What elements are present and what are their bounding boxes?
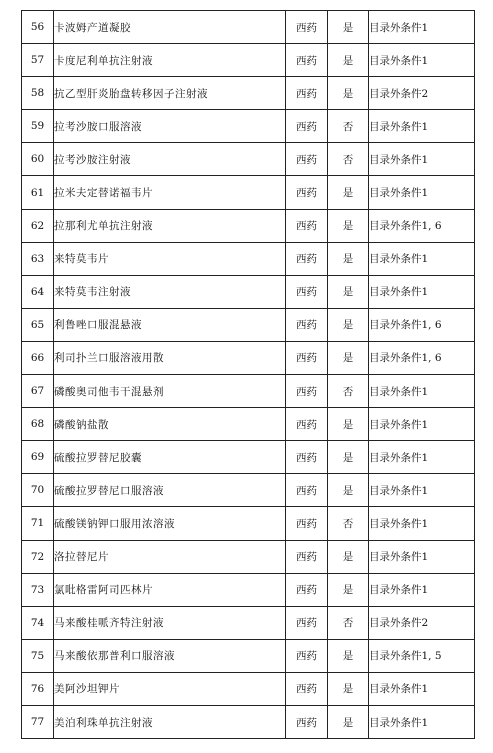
flag-value: 是 [328, 308, 369, 341]
drug-type: 西药 [286, 176, 328, 209]
condition-text: 目录外条件1 [369, 176, 475, 209]
row-number: 60 [22, 143, 54, 176]
drug-name: 拉考沙胺口服溶液 [54, 110, 286, 143]
drug-type: 西药 [286, 441, 328, 474]
flag-value: 是 [328, 275, 369, 308]
condition-text: 目录外条件1 [369, 474, 475, 507]
condition-text: 目录外条件1 [369, 275, 475, 308]
table-row [22, 209, 475, 242]
flag-value: 否 [328, 143, 369, 176]
drug-type: 西药 [286, 44, 328, 77]
row-number: 73 [22, 573, 54, 606]
table-row [22, 672, 475, 705]
condition-text: 目录外条件1, 6 [369, 341, 475, 374]
condition-text: 目录外条件1 [369, 573, 475, 606]
flag-value: 是 [328, 341, 369, 374]
table-row [22, 44, 475, 77]
table-row [22, 143, 475, 176]
drug-name: 洛拉替尼片 [54, 540, 286, 573]
drug-name: 硫酸拉罗替尼胶囊 [54, 441, 286, 474]
drug-name: 美泊利珠单抗注射液 [54, 705, 286, 738]
flag-value: 是 [328, 209, 369, 242]
table-row [22, 705, 475, 738]
drug-name: 利鲁唑口服混悬液 [54, 308, 286, 341]
flag-value: 是 [328, 44, 369, 77]
row-number: 58 [22, 77, 54, 110]
table-row [22, 474, 475, 507]
drug-type: 西药 [286, 242, 328, 275]
row-number: 67 [22, 375, 54, 408]
condition-text: 目录外条件1 [369, 110, 475, 143]
drug-type: 西药 [286, 77, 328, 110]
flag-value: 是 [328, 540, 369, 573]
flag-value: 否 [328, 110, 369, 143]
flag-value: 是 [328, 242, 369, 275]
row-number: 76 [22, 672, 54, 705]
table-row [22, 308, 475, 341]
drug-type: 西药 [286, 507, 328, 540]
flag-value: 是 [328, 705, 369, 738]
table-row [22, 573, 475, 606]
drug-type: 西药 [286, 606, 328, 639]
flag-value: 否 [328, 507, 369, 540]
drug-type: 西药 [286, 110, 328, 143]
condition-text: 目录外条件1 [369, 705, 475, 738]
flag-value: 是 [328, 639, 369, 672]
table-row [22, 639, 475, 672]
drug-type: 西药 [286, 209, 328, 242]
flag-value: 是 [328, 672, 369, 705]
condition-text: 目录外条件1 [369, 540, 475, 573]
condition-text: 目录外条件1 [369, 11, 475, 44]
condition-text: 目录外条件1, 6 [369, 308, 475, 341]
condition-text: 目录外条件1, 6 [369, 209, 475, 242]
row-number: 59 [22, 110, 54, 143]
drug-name: 拉考沙胺注射液 [54, 143, 286, 176]
drug-name: 拉那利尤单抗注射液 [54, 209, 286, 242]
flag-value: 是 [328, 441, 369, 474]
row-number: 69 [22, 441, 54, 474]
table-row [22, 242, 475, 275]
drug-type: 西药 [286, 540, 328, 573]
row-number: 63 [22, 242, 54, 275]
drug-type: 西药 [286, 143, 328, 176]
drug-type: 西药 [286, 408, 328, 441]
row-number: 66 [22, 341, 54, 374]
flag-value: 是 [328, 77, 369, 110]
condition-text: 目录外条件1 [369, 507, 475, 540]
drug-name: 磷酸奥司他韦干混悬剂 [54, 375, 286, 408]
row-number: 61 [22, 176, 54, 209]
table-row [22, 606, 475, 639]
drug-name: 利司扑兰口服溶液用散 [54, 341, 286, 374]
drug-name: 拉米夫定替诺福韦片 [54, 176, 286, 209]
flag-value: 否 [328, 606, 369, 639]
table-body [22, 11, 475, 739]
drug-name: 硫酸镁钠钾口服用浓溶液 [54, 507, 286, 540]
condition-text: 目录外条件2 [369, 77, 475, 110]
flag-value: 是 [328, 408, 369, 441]
flag-value: 是 [328, 176, 369, 209]
row-number: 65 [22, 308, 54, 341]
condition-text: 目录外条件1 [369, 44, 475, 77]
drug-type: 西药 [286, 308, 328, 341]
table-row [22, 441, 475, 474]
row-number: 74 [22, 606, 54, 639]
row-number: 56 [22, 11, 54, 44]
drug-name: 来特莫韦片 [54, 242, 286, 275]
drug-type: 西药 [286, 639, 328, 672]
table-row [22, 507, 475, 540]
drug-type: 西药 [286, 375, 328, 408]
condition-text: 目录外条件1 [369, 408, 475, 441]
flag-value: 是 [328, 474, 369, 507]
row-number: 62 [22, 209, 54, 242]
drug-name: 马来酸桂哌齐特注射液 [54, 606, 286, 639]
drug-type: 西药 [286, 705, 328, 738]
drug-type: 西药 [286, 474, 328, 507]
flag-value: 否 [328, 375, 369, 408]
condition-text: 目录外条件1 [369, 441, 475, 474]
drug-list-table [21, 10, 475, 739]
drug-type: 西药 [286, 573, 328, 606]
condition-text: 目录外条件1 [369, 672, 475, 705]
row-number: 68 [22, 408, 54, 441]
flag-value: 是 [328, 11, 369, 44]
drug-type: 西药 [286, 341, 328, 374]
drug-name: 磷酸钠盐散 [54, 408, 286, 441]
drug-name: 美阿沙坦钾片 [54, 672, 286, 705]
condition-text: 目录外条件1, 5 [369, 639, 475, 672]
table-row [22, 408, 475, 441]
condition-text: 目录外条件1 [369, 143, 475, 176]
drug-type: 西药 [286, 275, 328, 308]
flag-value: 是 [328, 573, 369, 606]
table-row [22, 77, 475, 110]
condition-text: 目录外条件2 [369, 606, 475, 639]
row-number: 70 [22, 474, 54, 507]
drug-name: 来特莫韦注射液 [54, 275, 286, 308]
table-row [22, 341, 475, 374]
table-row [22, 110, 475, 143]
drug-name: 卡波姆产道凝胶 [54, 11, 286, 44]
row-number: 75 [22, 639, 54, 672]
table-row [22, 375, 475, 408]
table-row [22, 176, 475, 209]
row-number: 77 [22, 705, 54, 738]
drug-type: 西药 [286, 672, 328, 705]
drug-name: 卡度尼利单抗注射液 [54, 44, 286, 77]
table-row [22, 540, 475, 573]
drug-name: 硫酸拉罗替尼口服溶液 [54, 474, 286, 507]
drug-name: 抗乙型肝炎胎盘转移因子注射液 [54, 77, 286, 110]
table-row [22, 11, 475, 44]
condition-text: 目录外条件1 [369, 242, 475, 275]
drug-name: 马来酸依那普利口服溶液 [54, 639, 286, 672]
row-number: 64 [22, 275, 54, 308]
drug-type: 西药 [286, 11, 328, 44]
row-number: 72 [22, 540, 54, 573]
condition-text: 目录外条件1 [369, 375, 475, 408]
table-row [22, 275, 475, 308]
row-number: 57 [22, 44, 54, 77]
drug-name: 氯吡格雷阿司匹林片 [54, 573, 286, 606]
row-number: 71 [22, 507, 54, 540]
